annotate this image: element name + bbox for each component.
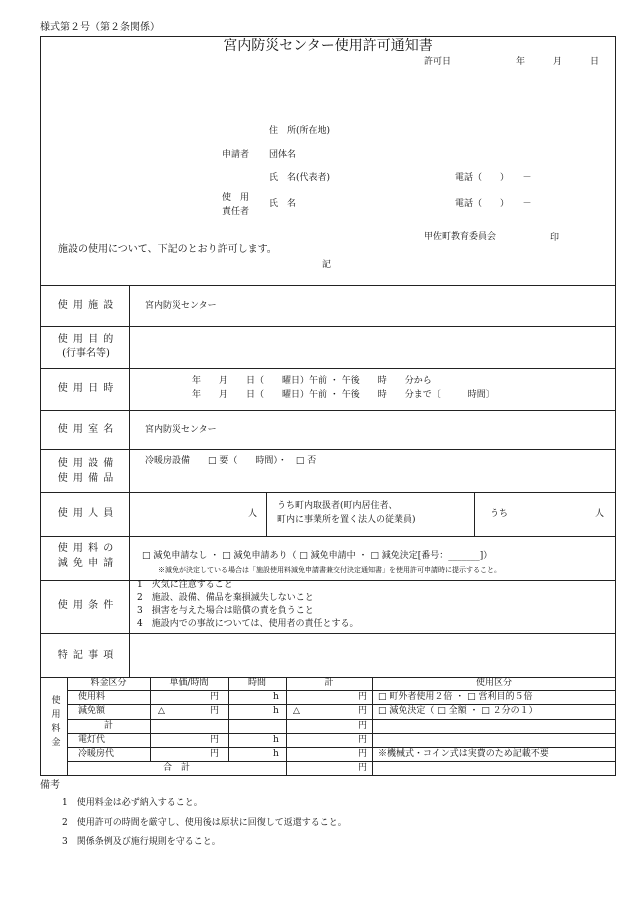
- fee-row-unit-prefix: △: [158, 706, 165, 716]
- address-label: 住 所(所在地): [269, 126, 331, 136]
- fee-row-unit: 円: [210, 735, 220, 745]
- purpose-label: 使 用 目 的: [57, 334, 115, 345]
- grand-total-unit: 円: [358, 763, 368, 773]
- fee-row-total-prefix: △: [293, 706, 300, 716]
- people-note-1: うち町内取扱者(町内居住者、: [277, 501, 398, 511]
- fee-exemption-label: 使 用 料 の: [57, 543, 115, 554]
- fee-exemption-sublabel: 減 免 申 請: [57, 558, 115, 569]
- equipment-label: 使 用 設 備: [57, 458, 115, 469]
- datetime-line-2: 年 月 日（ 曜日）午前 ・ 午後 時 分まで〔 時間〕: [192, 390, 495, 400]
- room-label: 使 用 室 名: [57, 424, 115, 435]
- name-label: 氏 名(代表者): [269, 173, 331, 183]
- fee-row-hours: h: [273, 735, 279, 745]
- people-unit: 人: [248, 509, 258, 519]
- condition-item: 4 施設内での事故については、使用者の責任とする。: [137, 619, 359, 629]
- applicant-label: 申請者: [222, 150, 250, 160]
- fee-row-usage: ※機械式・コイン式は実費のため記載不要: [378, 749, 549, 759]
- form-frame: [40, 36, 616, 776]
- permit-day: 日: [590, 57, 600, 67]
- permit-date-label: 許可日: [424, 57, 452, 67]
- responsible-label: 使 用 責任者: [222, 193, 250, 217]
- permit-month: 月: [553, 57, 563, 67]
- fee-row-hours: h: [273, 706, 279, 716]
- fee-row-total: 円: [358, 749, 368, 759]
- fee-row-total: 円: [358, 735, 368, 745]
- fee-side-label: 使 用 料 金: [51, 696, 61, 748]
- fee-row-hours: h: [273, 749, 279, 759]
- fee-row-name: 減免額: [78, 706, 106, 716]
- form-number: 様式第２号（第２条関係）: [40, 22, 160, 33]
- fee-row-unit: 円: [210, 749, 220, 759]
- page-title: 宮内防災センター使用許可通知書: [223, 38, 433, 54]
- people-uchi: うち: [490, 509, 509, 519]
- fee-row-name: 計: [103, 721, 113, 731]
- facility-value: 宮内防災センター: [145, 301, 217, 311]
- ki-mark: 記: [322, 260, 332, 270]
- fee-row-name: 冷暖房代: [78, 749, 115, 759]
- fee-row-total: 円: [358, 706, 368, 716]
- fee-row-hours: h: [273, 692, 279, 702]
- remarks-title: 備考: [40, 780, 60, 791]
- permit-year: 年: [516, 57, 526, 67]
- purpose-sublabel: (行事名等): [62, 348, 110, 359]
- room-value: 宮内防災センター: [145, 425, 217, 435]
- org-label: 団体名: [269, 150, 297, 160]
- issuer: 甲佐町教育委員会: [424, 232, 497, 242]
- condition-item: 1 火気に注意すること: [137, 580, 233, 590]
- responsible-name-label: 氏 名: [269, 199, 297, 209]
- special-label: 特 記 事 項: [57, 650, 115, 661]
- fee-exemption-note: ※減免が決定している場合は「施設使用料減免申請書兼交付決定通知書」を使用許可申請時に提示すること。: [158, 566, 501, 574]
- fee-header-usage: 使用区分: [475, 678, 512, 688]
- equipment-value: 冷暖房設備 □ 要（ 時間）・ □ 否: [145, 456, 317, 466]
- statement: 施設の使用について、下記のとおり許可します。: [58, 244, 277, 255]
- people-unit-2: 人: [595, 509, 605, 519]
- datetime-line-1: 年 月 日（ 曜日）午前 ・ 午後 時 分から: [192, 376, 432, 386]
- fee-header-hours: 時間: [247, 678, 266, 688]
- seal-mark: 印: [550, 233, 560, 243]
- fee-row-usage: □ 減免決定（ □ 全額 ・ □ ２分の１）: [378, 706, 538, 716]
- people-label: 使 用 人 員: [57, 508, 115, 519]
- fee-exemption-value: □ 減免申請なし ・ □ 減免申請あり（ □ 減免申請中 ・ □ 減免決定[番号：_______]）: [142, 551, 493, 561]
- remark-item: 1 使用料金は必ず納入すること。: [62, 798, 203, 808]
- remark-item: 2 使用許可の時間を厳守し、使用後は原状に回復して返還すること。: [62, 818, 347, 828]
- people-note-2: 町内に事業所を置く法人の従業員): [277, 515, 416, 525]
- equipment-sublabel: 使 用 備 品: [57, 473, 115, 484]
- condition-item: 3 損害を与えた場合は賠償の責を負うこと: [137, 606, 314, 616]
- conditions-label: 使 用 条 件: [57, 600, 115, 611]
- fee-row-total: 円: [358, 692, 368, 702]
- remark-item: 3 関係条例及び施行規則を守ること。: [62, 837, 221, 847]
- fee-row-total: 円: [358, 721, 368, 731]
- grand-total-label: 合 計: [162, 763, 190, 773]
- condition-item: 2 施設、設備、備品を棄損滅失しないこと: [137, 593, 314, 603]
- fee-row-usage: □ 町外者使用２倍 ・ □ 営利目的５倍: [378, 692, 533, 702]
- fee-row-unit: 円: [210, 706, 220, 716]
- datetime-label: 使 用 日 時: [57, 383, 115, 394]
- facility-label: 使 用 施 設: [57, 300, 115, 311]
- fee-header-unit-price: 単価/時間: [169, 678, 209, 688]
- fee-row-name: 使用料: [78, 692, 106, 702]
- phone-1: 電話（ ） －: [455, 173, 532, 183]
- fee-header-category: 料金区分: [90, 678, 127, 688]
- fee-row-unit: 円: [210, 692, 220, 702]
- phone-2: 電話（ ） －: [455, 199, 532, 209]
- fee-row-name: 電灯代: [78, 735, 106, 745]
- fee-header-total: 計: [324, 678, 334, 688]
